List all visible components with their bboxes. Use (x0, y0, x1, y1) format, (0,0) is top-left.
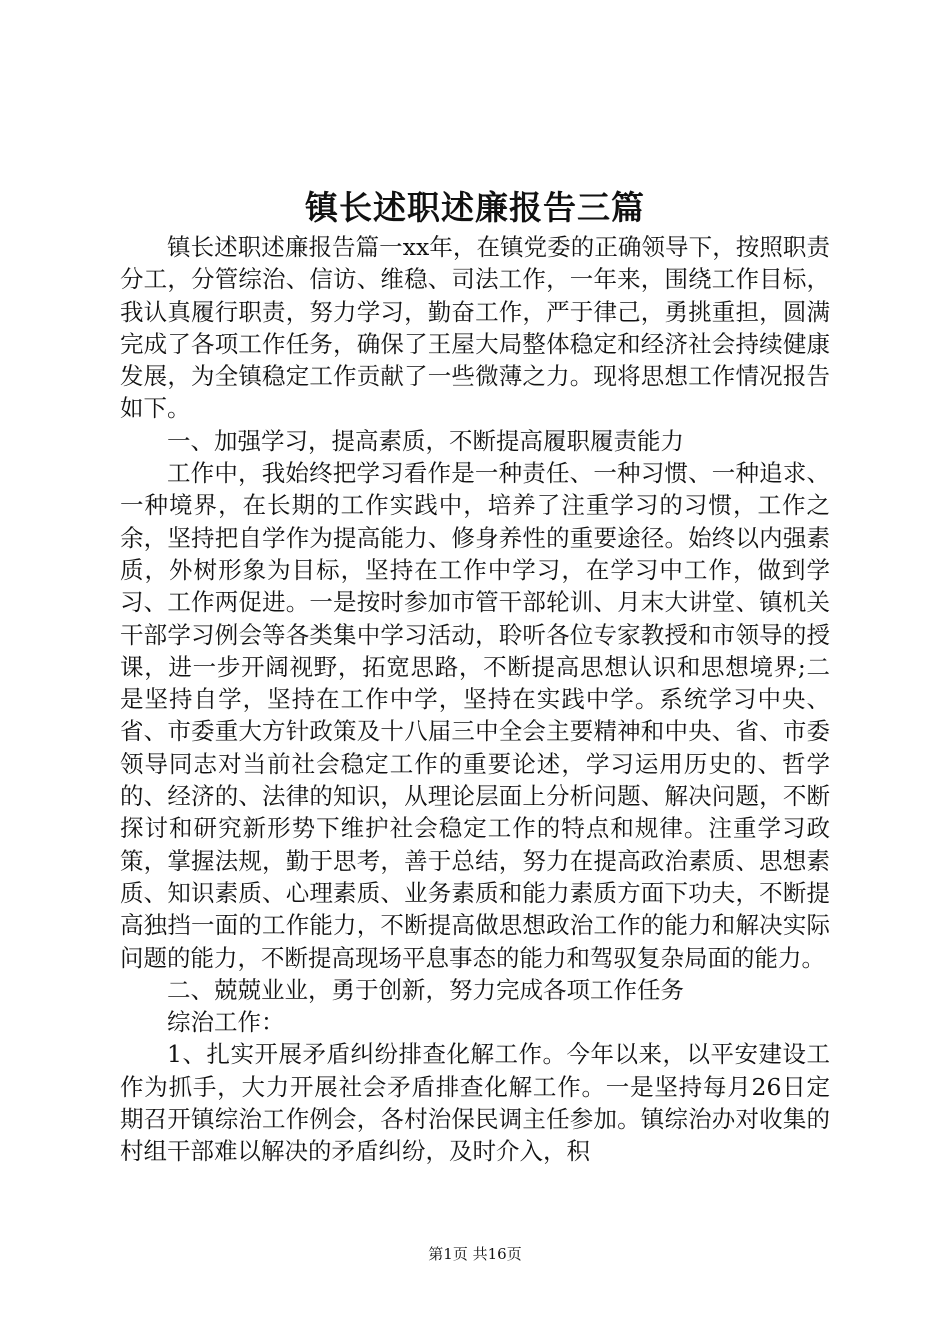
sub-heading: 综治工作： (167, 1008, 285, 1037)
document-body (120, 231, 830, 1168)
body-paragraph: 工作中，我始终把学习看作是一种责任、一种习惯、一种追求、一种境界，在长期的工作实践中，培养了注重学习的习惯，工作之余，坚持把自学作为提高能力、修身养性的重要途径。始终以内强素质，外树形象为目标，坚持在工作中学习，在学习中工作，做到学习、工作两促进。一是按时参加市管干部轮训、月末大讲堂、镇机关干部学习例会等各类集中学习活动，聆听各位专家教授和市领导的授课，进一步开阔视野，拓宽思路，不断提高思想认识和思想境界;二是坚持自学，坚持在工作中学，坚持在实践中学。系统学习中央、省、市委重大方针政策及十八届三中全会主要精神和中央、省、市委领导同志对当前社会稳定工作的重要论述，学习运用历史的、哲学的、经济的、法律的知识，从理论层面上分析问题、解决问题，不断探讨和研究新形势下维护社会稳定工作的特点和规律。注重学习政策，掌握法规，勤于思考，善于总结，努力在提高政治素质、思想素质、知识素质、心理素质、业务素质和能力素质方面下功夫，不断提高独挡一面的工作能力，不断提高做思想政治工作的能力和解决实际问题的能力，不断提高现场平息事态的能力和驾驭复杂局面的能力。 (120, 459, 830, 972)
body-paragraph: 1、扎实开展矛盾纠纷排查化解工作。今年以来，以平安建设工作为抓手，大力开展社会矛盾排查化解工作。一是坚持每月26日定期召开镇综治工作例会，各村治保民调主任参加。镇综治办对收集的村组干部难以解决的矛盾纠纷，及时介入，积 (120, 1040, 830, 1166)
document-title: 镇长述职述廉报告三篇 (305, 188, 645, 227)
section-heading: 一、加强学习，提高素质，不断提高履职履责能力 (167, 426, 684, 455)
section-heading: 二、兢兢业业，勇于创新，努力完成各项工作任务 (167, 975, 684, 1004)
body-paragraph: 镇长述职述廉报告篇一xx年，在镇党委的正确领导下，按照职责分工，分管综治、信访、维稳、司法工作，一年来，围绕工作目标，我认真履行职责，努力学习，勤奋工作，严于律己，勇挑重担，圆满完成了各项工作任务，确保了王屋大局整体稳定和经济社会持续健康发展，为全镇稳定工作贡献了一些微薄之力。现将思想工作情况报告如下。 (120, 233, 830, 423)
page-footer: 第1页 共16页 (428, 1245, 522, 1263)
